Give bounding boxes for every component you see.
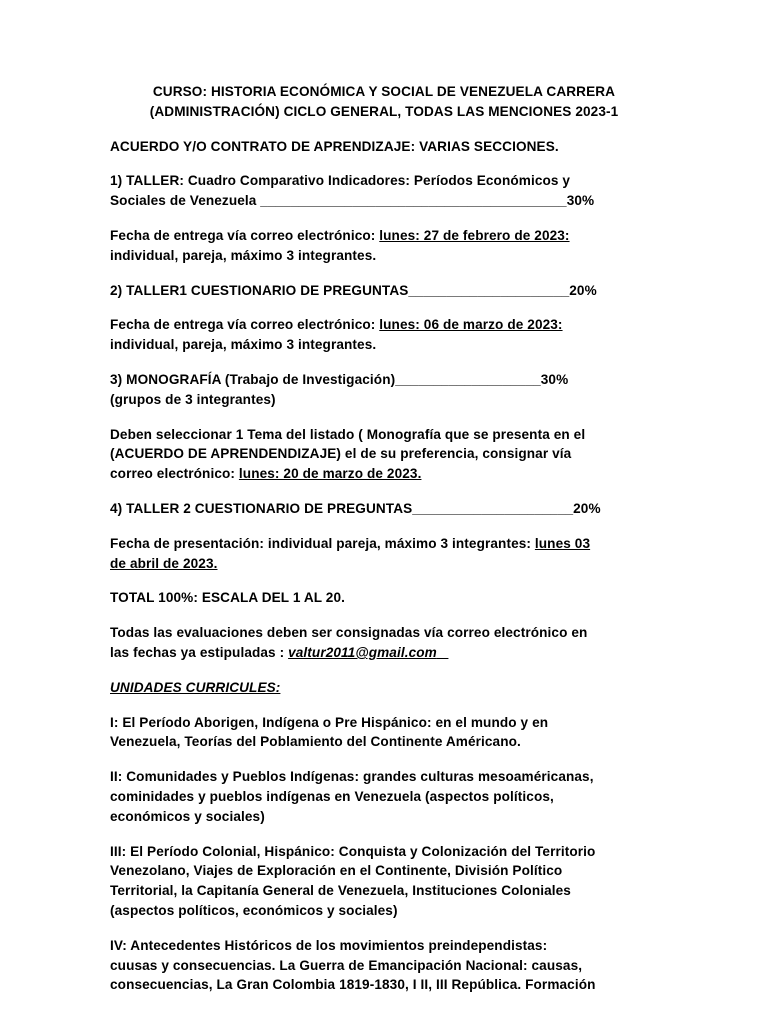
unit-3	[110, 842, 658, 921]
item-1-line2: Sociales de Venezuela ________________________________________30%	[110, 193, 595, 209]
item-2-date-prefix: Fecha de entrega vía correo electrónico:	[110, 317, 380, 333]
item-2-date-value: lunes: 06 de marzo de 2023:	[379, 317, 563, 333]
unit-4-line3: consecuencias, La Gran Colombia 1819-1830, I II, III República. Formación	[110, 977, 596, 993]
contact-email-link[interactable]: valtur2011@gmail.com	[288, 644, 437, 660]
unit-2-line2: cominidades y pueblos indígenas en Venezuela (aspectos políticos,	[110, 788, 554, 804]
total-line: TOTAL 100%: ESCALA DEL 1 AL 20.	[110, 590, 346, 606]
agreement-heading: ACUERDO Y/O CONTRATO DE APRENDIZAJE: VARIAS SECCIONES.	[110, 138, 559, 154]
item-1-delivery	[110, 226, 658, 266]
item-3-note-prefix: correo electrónico:	[110, 466, 239, 482]
unit-3-line3: Territorial, la Capitanía General de Venezuela, Instituciones Coloniales	[110, 883, 571, 899]
item-2-date-suffix: individual, pareja, máximo 3 integrantes.	[110, 337, 377, 353]
item-4-date-value-b: de abril de 2023.	[110, 555, 218, 571]
item-2-delivery	[110, 315, 658, 355]
item-4-delivery	[110, 534, 658, 574]
item-4-title: 4) TALLER 2 CUESTIONARIO DE PREGUNTAS_____________________20%	[110, 500, 601, 516]
document-page	[110, 82, 658, 995]
unit-2-line3: económicos y sociales)	[110, 808, 265, 824]
item-1-title	[110, 171, 658, 211]
evaluations-suffix: _	[436, 644, 449, 660]
unit-4-line2: cuusas y consecuencias. La Guerra de Emancipación Nacional: causas,	[110, 957, 583, 973]
item-3-note	[110, 425, 658, 484]
unit-4-line1: IV: Antecedentes Históricos de los movimientos preindependistas:	[110, 937, 548, 953]
item-3-line2: (grupos de 3 integrantes)	[110, 391, 276, 407]
item-4-date-value-a: lunes 03	[534, 535, 591, 551]
item-3-title	[110, 370, 658, 410]
item-3-note-line2: (ACUERDO DE APRENDENDIZAJE) el de su preferencia, consignar vía	[110, 446, 572, 462]
units-heading: UNIDADES CURRICULES:	[110, 679, 281, 695]
item-4-date-prefix: Fecha de presentación: individual pareja, máximo 3 integrantes:	[110, 535, 535, 551]
item-1-date-value: lunes: 27 de febrero de 2023:	[379, 227, 570, 243]
item-3-note-date: lunes: 20 de marzo de 2023.	[238, 466, 422, 482]
item-2-title: 2) TALLER1 CUESTIONARIO DE PREGUNTAS_____________________20%	[110, 282, 597, 298]
course-title-line2: (ADMINISTRACIÓN) CICLO GENERAL, TODAS LAS MENCIONES 2023-1	[149, 103, 619, 119]
unit-2-line1: II: Comunidades y Pueblos Indígenas: grandes culturas mesoaméricanas,	[110, 769, 594, 785]
unit-3-line4: (aspectos políticos, económicos y sociales)	[110, 902, 398, 918]
item-1-date-prefix: Fecha de entrega vía correo electrónico:	[110, 227, 380, 243]
unit-1-line2: Venezuela, Teorías del Poblamiento del Continente Américano.	[110, 734, 521, 750]
item-3-note-line1: Deben seleccionar 1 Tema del listado ( Monografía que se presenta en el	[110, 426, 586, 442]
evaluations-line1: Todas las evaluaciones deben ser consignadas vía correo electrónico en	[110, 625, 588, 641]
item-3-line1: 3) MONOGRAFÍA (Trabajo de Investigación)___________________30%	[110, 371, 569, 387]
unit-2	[110, 767, 658, 826]
unit-1	[110, 713, 658, 753]
course-title-line1: CURSO: HISTORIA ECONÓMICA Y SOCIAL DE VENEZUELA CARRERA	[152, 84, 616, 99]
evaluations-prefix: las fechas ya estipuladas :	[110, 644, 289, 660]
unit-4	[110, 936, 658, 995]
unit-3-line1: III: El Período Colonial, Hispánico: Conquista y Colonización del Territorio	[110, 843, 596, 859]
evaluations-note	[110, 623, 658, 663]
item-1-date-suffix: individual, pareja, máximo 3 integrantes.	[110, 247, 377, 263]
unit-1-line1: I: El Período Aborigen, Indígena o Pre Hispánico: en el mundo y en	[110, 714, 549, 730]
item-1-line1: 1) TALLER: Cuadro Comparativo Indicadores: Períodos Económicos y	[110, 173, 571, 189]
unit-3-line2: Venezolano, Viajes de Exploración en el Continente, División Político	[110, 863, 563, 879]
course-title	[110, 82, 658, 122]
